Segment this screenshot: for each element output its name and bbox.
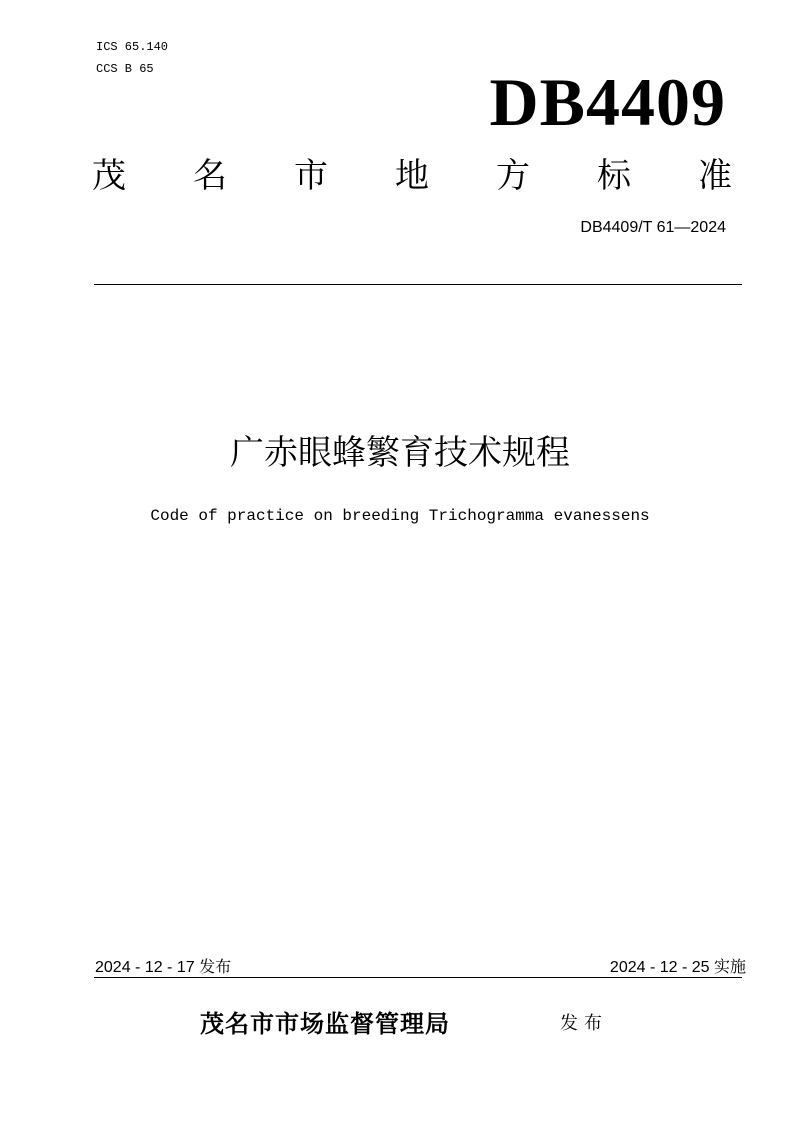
standard-type-char: 地 [395,156,429,196]
db-code-mark: DB4409 [489,64,726,140]
top-divider [94,284,742,285]
standard-type-char: 名 [193,156,227,196]
document-title-english: Code of practice on breeding Trichogramma evanessens [150,507,650,525]
issuing-authority: 茂名市市场监督管理局 [200,1010,450,1038]
bottom-divider [94,977,742,978]
implementation-date: 2024 - 12 - 25 实施 [609,959,746,976]
ccs-code: CCS B 65 [96,62,154,76]
issue-date: 2024 - 12 - 17 发布 [95,959,232,976]
standard-type-char: 市 [294,156,328,196]
standard-type-char: 准 [698,156,732,196]
standard-number: DB4409/T 61—2024 [580,219,726,236]
standard-type-char: 茂 [92,156,126,196]
ics-code: ICS 65.140 [96,40,169,54]
standard-type-char: 标 [597,156,631,196]
document-title-chinese: 广赤眼蜂繁育技术规程 [230,433,570,473]
standard-type-heading [92,152,732,200]
standard-type-char: 方 [496,156,530,196]
issue-label: 发布 [560,1013,608,1034]
